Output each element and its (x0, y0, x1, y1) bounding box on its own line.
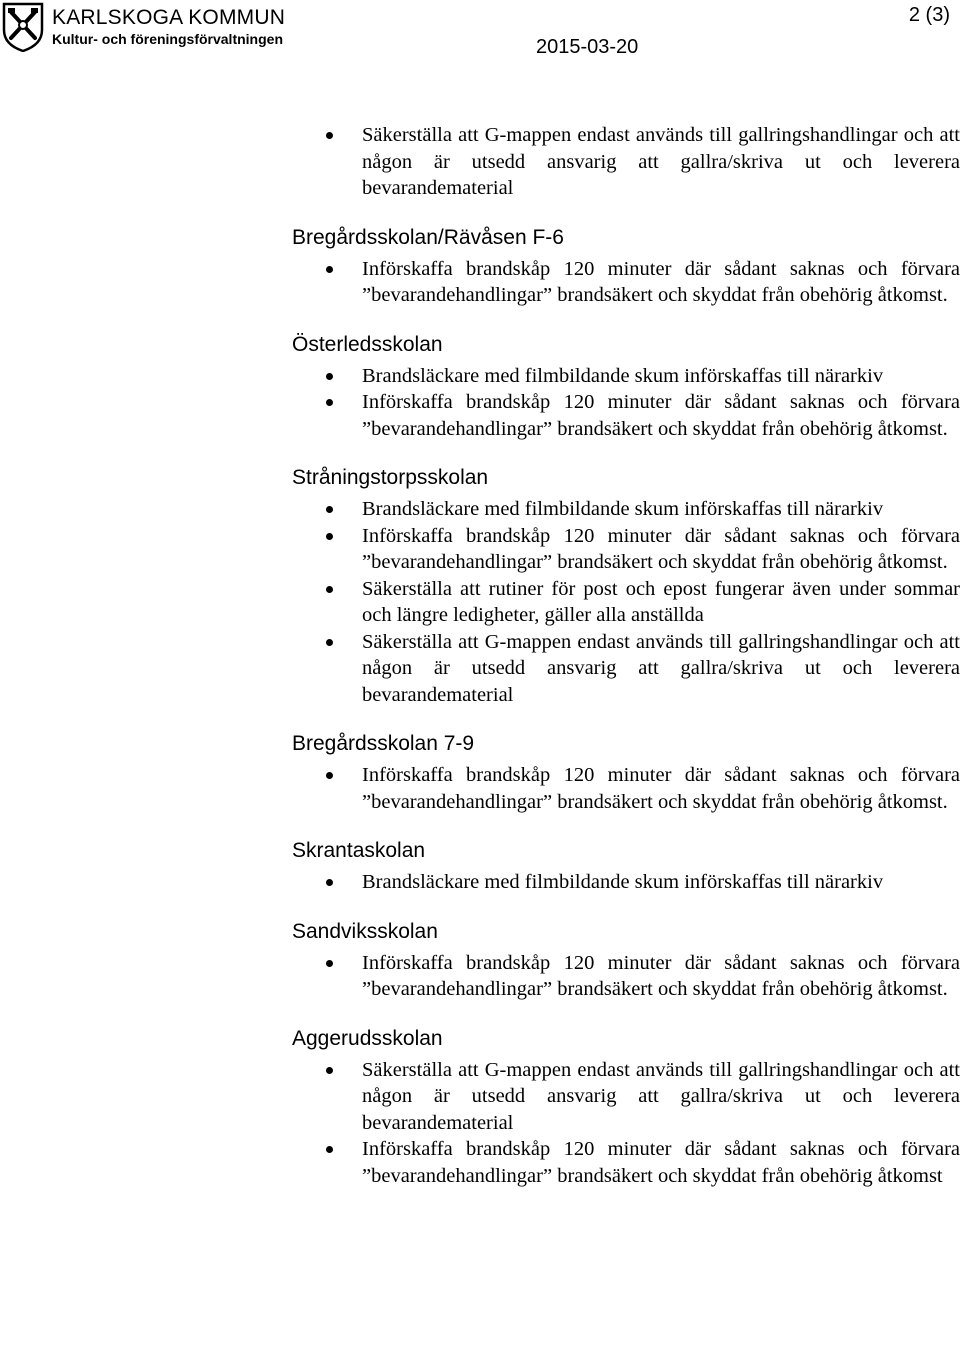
document-date: 2015-03-20 (536, 36, 639, 58)
page-number: 2 (3) (908, 4, 950, 26)
org-name: KARLSKOGA KOMMUN (52, 6, 286, 29)
section-list (292, 762, 960, 815)
section-list (292, 950, 960, 1003)
intro-list (292, 122, 960, 202)
section-heading: Aggerudsskolan (292, 1026, 443, 1050)
list-item: Införskaffa brandskåp 120 minuter där sådant saknas och förvara ”bevarandehandlingar” brandsäkert och skyddat från obehörig åtkomst (292, 1136, 960, 1189)
section-heading: Österledsskolan (292, 332, 443, 356)
list-item: Införskaffa brandskåp 120 minuter där sådant saknas och förvara ”bevarandehandlingar” brandsäkert och skyddat från obehörig åtkomst. (292, 762, 960, 815)
section-heading: Stråningstorpsskolan (292, 466, 489, 489)
list-item: Säkerställa att G-mappen endast används till gallringshandlingar och att någon är utsedd ansvarig att gallra/skriva ut och leverera bevarandematerial (292, 122, 960, 202)
list-item: Brandsläckare med filmbildande skum införskaffas till närarkiv (292, 363, 960, 390)
section-list (292, 496, 960, 708)
section-heading: Skrantaskolan (292, 839, 426, 862)
department-name: Kultur- och föreningsförvaltningen (52, 31, 283, 47)
section-list (292, 363, 960, 443)
list-item: Införskaffa brandskåp 120 minuter där sådant saknas och förvara ”bevarandehandlingar” brandsäkert och skyddat från obehörig åtkomst. (292, 389, 960, 442)
list-item: Säkerställa att G-mappen endast används till gallringshandlingar och att någon är utsedd ansvarig att gallra/skriva ut och leverera bevarandematerial (292, 629, 960, 709)
list-item: Brandsläckare med filmbildande skum införskaffas till närarkiv (292, 869, 960, 896)
section-list (292, 869, 960, 896)
list-item: Säkerställa att G-mappen endast används till gallringshandlingar och att någon är utsedd ansvarig att gallra/skriva ut och leverera bevarandematerial (292, 1057, 960, 1137)
section-list (292, 256, 960, 309)
list-item: Införskaffa brandskåp 120 minuter där sådant saknas och förvara ”bevarandehandlingar” brandsäkert och skyddat från obehörig åtkomst. (292, 523, 960, 576)
document-body (292, 122, 960, 1189)
list-item: Införskaffa brandskåp 120 minuter där sådant saknas och förvara ”bevarandehandlingar” brandsäkert och skyddat från obehörig åtkomst. (292, 256, 960, 309)
municipality-logo (2, 2, 285, 52)
list-item: Säkerställa att rutiner för post och epost fungerar även under sommar och längre ledigheter, gäller alla anställda (292, 576, 960, 629)
section-heading: Bregårdsskolan/Rävåsen F-6 (292, 225, 564, 249)
section-heading: Bregårdsskolan 7-9 (292, 732, 475, 755)
list-item: Brandsläckare med filmbildande skum införskaffas till närarkiv (292, 496, 960, 523)
section-heading: Sandviksskolan (292, 919, 438, 943)
section-list (292, 1057, 960, 1190)
coat-of-arms-icon (2, 2, 44, 52)
document-header (0, 0, 960, 60)
list-item: Införskaffa brandskåp 120 minuter där sådant saknas och förvara ”bevarandehandlingar” brandsäkert och skyddat från obehörig åtkomst. (292, 950, 960, 1003)
